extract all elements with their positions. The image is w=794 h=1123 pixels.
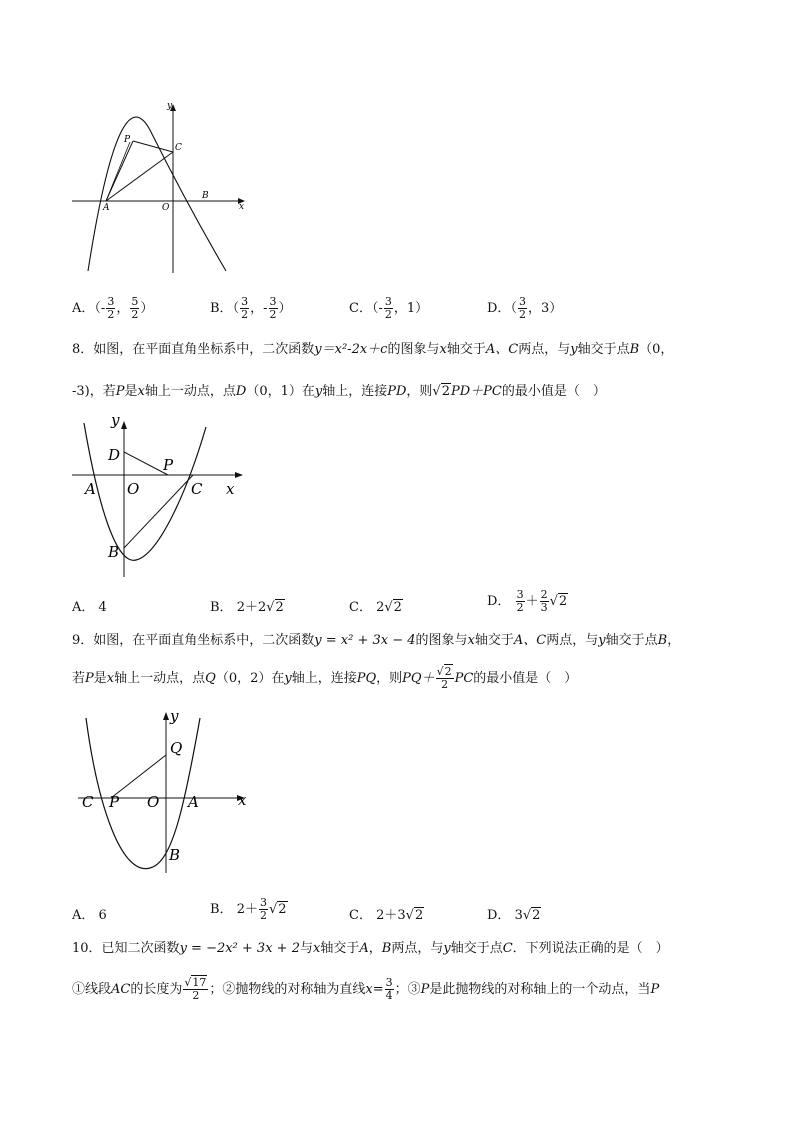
- label-x: x: [226, 480, 235, 498]
- q9-option-d[interactable]: D． 3√2: [487, 908, 541, 923]
- segment-DP: [124, 452, 168, 475]
- q8-option-a[interactable]: A． 4: [72, 600, 107, 615]
- label-Q: Q: [170, 739, 183, 757]
- figure-2-parabola: [66, 405, 256, 585]
- label-A: A: [85, 480, 96, 498]
- label-B: B: [202, 191, 209, 201]
- sqrt-symbol: √2: [266, 600, 284, 615]
- label-B: B: [169, 846, 181, 864]
- label-y: y: [170, 708, 179, 725]
- q8-option-b[interactable]: B． 2＋2√2: [210, 600, 284, 615]
- label-P: P: [163, 456, 174, 474]
- label-O: O: [147, 793, 160, 811]
- fraction: $\frac{√17}{2}$: [184, 976, 207, 1002]
- q10-line-1: 10．已知二次函数y = −2x² + 3x + 2与x轴交于A，B两点，与y轴交于点C．下列说法正确的是（ ）: [72, 941, 669, 956]
- sqrt-symbol: √2: [549, 594, 568, 609]
- q8-line-2: -3)，若P是x轴上一动点，点D（0，1）在y轴上，连接PD，则√2PD＋PC的最小值是（ ）: [72, 384, 606, 399]
- q7-option-a[interactable]: A．（- $\frac{3}{2}$ ， $\frac{5}{2}$ ）: [72, 295, 154, 321]
- fraction: $\frac{3}{2}$: [518, 295, 526, 321]
- sqrt-symbol: √2: [384, 600, 402, 615]
- fraction: $\frac{2}{3}$: [540, 588, 548, 614]
- label-P: P: [124, 135, 131, 145]
- x-axis-arrow: [235, 472, 243, 478]
- sqrt-symbol: √2: [522, 908, 541, 923]
- figure-1-parabola: [66, 96, 256, 281]
- label-C: C: [82, 793, 94, 811]
- fraction: $\frac{3}{4}$: [385, 976, 393, 1002]
- q9-option-b[interactable]: B． 2＋ $\frac{3}{2}$ √2: [210, 896, 287, 922]
- parabola-curve: [84, 423, 206, 560]
- y-axis-arrow: [121, 421, 127, 429]
- label-x: x: [239, 202, 245, 212]
- q9-option-a[interactable]: A． 6: [72, 908, 107, 923]
- q7-option-b[interactable]: B．（ $\frac{3}{2}$ ，- $\frac{3}{2}$ ）: [210, 295, 292, 321]
- label-y: y: [111, 411, 120, 429]
- label-x: x: [238, 791, 247, 809]
- figure-3-parabola: [72, 708, 262, 878]
- fraction: $\frac{3}{2}$: [384, 295, 392, 321]
- fraction: $\frac{3}{2}$: [107, 295, 115, 321]
- fraction: $\frac{5}{2}$: [131, 295, 139, 321]
- q8-option-c[interactable]: C． 2√2: [349, 600, 402, 615]
- q7-option-d[interactable]: D．（ $\frac{3}{2}$ ，3）: [487, 295, 563, 321]
- y-axis-arrow: [163, 712, 169, 720]
- sqrt-symbol: √2: [268, 902, 287, 917]
- fraction: $\frac{3}{2}$: [241, 295, 249, 321]
- label-A: A: [103, 203, 110, 213]
- q8-line-1: 8．如图，在平面直角坐标系中，二次函数y＝x²-2x＋c的图象与x轴交于A、C两点，与y轴交于点B（0，: [72, 342, 674, 357]
- parabola-curve: [86, 718, 200, 869]
- segment-PQ: [111, 755, 166, 798]
- q9-line-2: 若P是x轴上一动点，点Q（0，2）在y轴上，连接PQ，则PQ＋ $\frac{√2}{2}$ PC的最小值是（ ）: [72, 665, 578, 691]
- fraction: $\frac{√2}{2}$: [436, 665, 452, 691]
- segment-PC: [133, 141, 173, 152]
- fraction: $\frac{3}{2}$: [259, 896, 267, 922]
- sqrt-symbol: √2: [432, 384, 450, 399]
- label-O: O: [127, 480, 140, 498]
- q10-line-2: ①线段AC的长度为 $\frac{√17}{2}$ ；②抛物线的对称轴为直线x= $\frac{3}{4}$ ；③P是此抛物线的对称轴上的一个动点，当P: [72, 976, 660, 1002]
- label-O: O: [162, 203, 170, 213]
- label-C: C: [175, 143, 182, 153]
- label-A: A: [188, 793, 199, 811]
- label-B: B: [108, 543, 120, 561]
- sqrt-symbol: √2: [405, 908, 424, 923]
- label-D: D: [108, 446, 121, 464]
- q9-option-c[interactable]: C． 2＋3√2: [349, 908, 424, 923]
- q8-option-d[interactable]: D． $\frac{3}{2}$ ＋ $\frac{2}{3}$ √2: [487, 588, 568, 614]
- q9-line-1: 9．如图，在平面直角坐标系中，二次函数y = x² + 3x − 4的图象与x轴交于A、C两点，与y轴交于点B，: [72, 633, 681, 648]
- fraction: $\frac{3}{2}$: [516, 588, 524, 614]
- label-P: P: [109, 793, 120, 811]
- q7-option-c[interactable]: C．（- $\frac{3}{2}$ ，1）: [349, 295, 429, 321]
- fraction: $\frac{3}{2}$: [269, 295, 277, 321]
- label-y: y: [167, 101, 173, 111]
- label-C: C: [191, 480, 203, 498]
